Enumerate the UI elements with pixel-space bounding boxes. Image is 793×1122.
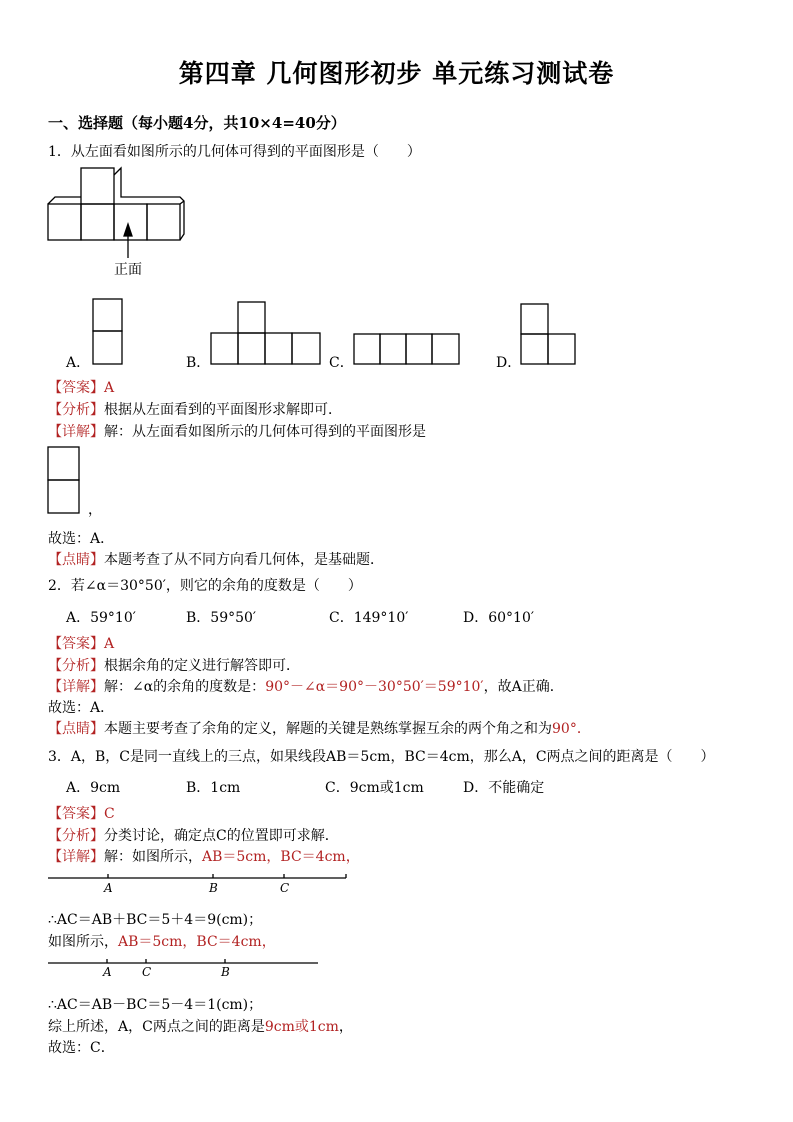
q3-summary: 综上所述，A，C两点之间的距离是9cm或1cm， [48,1019,353,1035]
q3-option-b[interactable]: B．1cm [186,780,241,796]
q2-choose: 故选：A． [48,700,115,716]
q1-stem: 1．从左面看如图所示的几何体可得到的平面图形是（ ） [48,144,421,160]
q3-analysis: 【分析】分类讨论，确定点C的位置即可求解． [48,828,339,844]
q2-detail: 【详解】解：∠α的余角的度数是：90°－∠α＝90°－30°50′＝59°10′，故A正确． [48,679,564,695]
q3-option-a[interactable]: A．9cm [66,780,121,796]
section-heading: 一、选择题（每小题4分，共10×4=40分） [48,114,346,132]
q1-answer: 【答案】A [48,380,115,396]
line1-label-c: C [280,881,290,895]
q2-analysis: 【分析】根据余角的定义进行解答即可． [48,658,300,674]
q3-option-d[interactable]: D．不能确定 [463,780,545,796]
q2-option-b[interactable]: B．59°50′ [186,610,257,626]
q3-option-c[interactable]: C．9cm或1cm [325,780,424,796]
q1-comma: ， [88,502,102,518]
front-label: 正面 [114,262,142,278]
q2-comment: 【点睛】本题主要考查了余角的定义，解题的关键是熟练掌握互余的两个角之和为90°． [48,721,591,737]
q3-calc1: ∴AC＝AB＋BC＝5＋4＝9(cm)； [48,912,263,928]
line1-label-a: A [104,881,113,895]
q1-option-b[interactable]: B． [186,355,211,371]
q2-option-a[interactable]: A．59°10′ [66,610,136,626]
q3-answer: 【答案】C [48,806,115,822]
q3-choose: 故选：C． [48,1040,115,1056]
q2-option-c[interactable]: C．149°10′ [329,610,409,626]
q1-option-c[interactable]: C． [329,355,354,371]
q2-stem: 2．若∠α＝30°50′，则它的余角的度数是（ ） [48,578,362,594]
q2-answer: 【答案】A [48,636,115,652]
line1-label-b: B [209,881,218,895]
q3-detail: 【详解】解：如图所示，AB＝5cm，BC＝4cm， [48,849,360,865]
q1-choose: 故选：A． [48,531,115,547]
line2-label-b: B [221,965,230,979]
q3-stem: 3．A，B，C是同一直线上的三点，如果线段AB＝5cm，BC＝4cm，那么A，C两点之间的距离是（ ） [48,749,715,765]
q3-figure2-caption: 如图所示，AB＝5cm，BC＝4cm， [48,934,276,950]
line2-label-c: C [142,965,152,979]
q2-option-d[interactable]: D．60°10′ [463,610,535,626]
page-title: 第四章 几何图形初步 单元练习测试卷 [178,59,615,88]
q3-calc2: ∴AC＝AB－BC＝5－4＝1(cm)； [48,997,263,1013]
q1-option-a[interactable]: A． [66,355,91,371]
q1-option-d[interactable]: D． [496,355,522,371]
q1-analysis: 【分析】根据从左面看到的平面图形求解即可． [48,402,342,418]
line2-label-a: A [103,965,112,979]
q1-comment: 【点睛】本题考查了从不同方向看几何体，是基础题． [48,552,384,568]
q1-detail: 【详解】解：从左面看如图所示的几何体可得到的平面图形是 [48,424,426,440]
